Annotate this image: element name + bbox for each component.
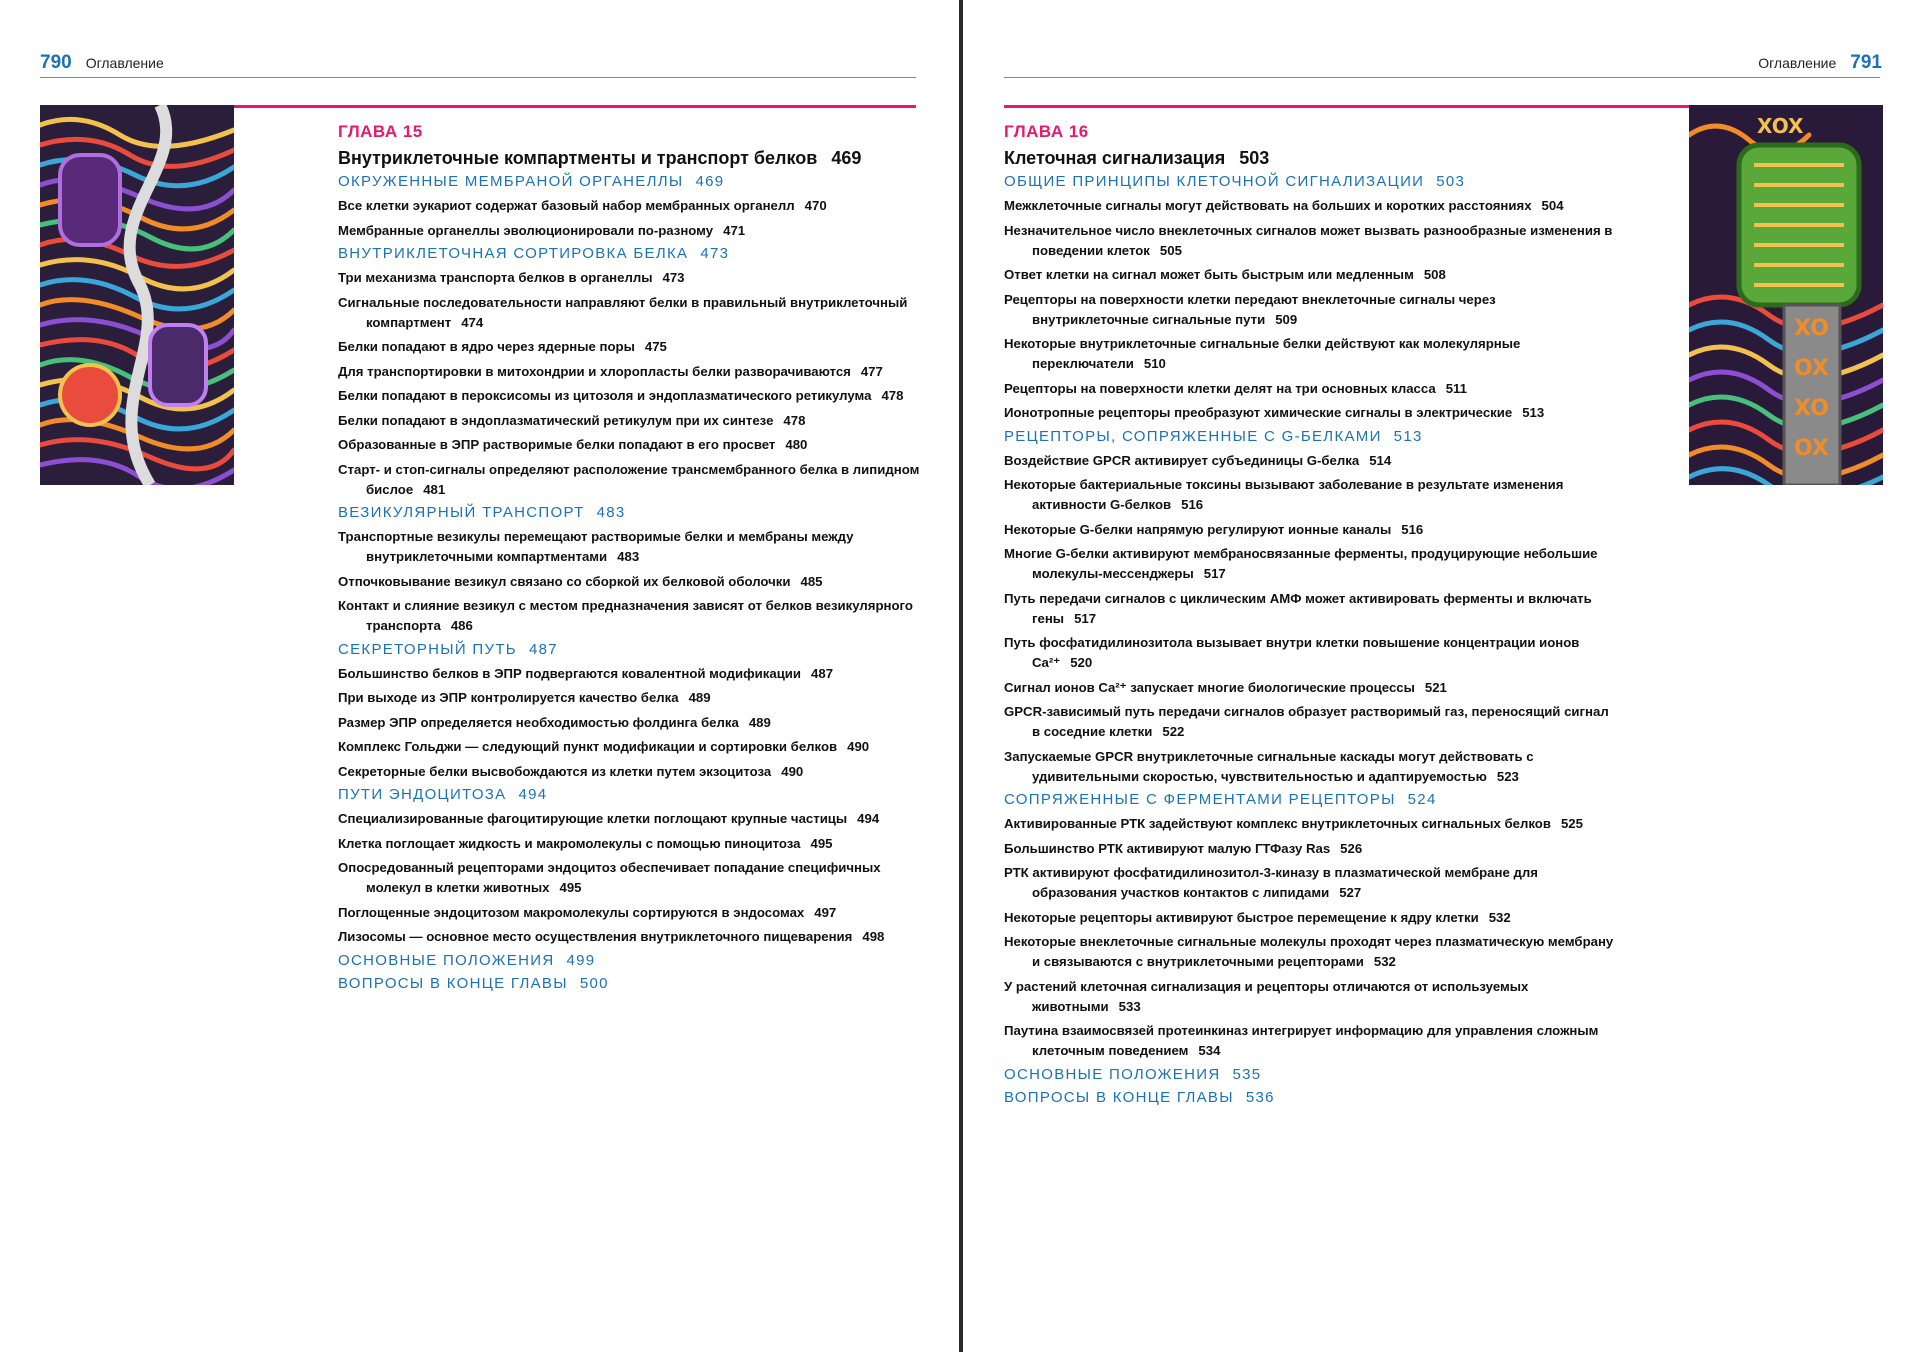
toc-section-title: ОСНОВНЫЕ ПОЛОЖЕНИЯ xyxy=(338,951,555,969)
toc-entry[interactable] xyxy=(1004,544,1614,584)
toc-page-number: 516 xyxy=(1401,521,1424,537)
toc-entry[interactable] xyxy=(1004,520,1614,540)
svg-text:XO: XO xyxy=(1794,396,1829,421)
toc-page-number: 497 xyxy=(814,904,837,920)
toc-entry-title: Сигнальные последовательности направляют белки в правильный внутриклеточный компартмент xyxy=(338,294,908,330)
toc-page-number: 503 xyxy=(1436,173,1466,190)
toc-section[interactable] xyxy=(1004,1066,1614,1083)
toc-entry-title: Все клетки эукариот содержат базовый набор мембранных органелл xyxy=(338,198,795,213)
toc-page-number: 498 xyxy=(862,929,885,944)
left-page xyxy=(0,0,960,1352)
toc-entry[interactable] xyxy=(1004,863,1614,903)
toc-entry-title: Некоторые внеклеточные сигнальные молекулы проходят через плазматическую мембрану и связываются с внутриклеточными рецепторами xyxy=(1004,934,1614,969)
toc-entry-title: Воздействие GPCR активирует субъединицы G-белка xyxy=(1004,452,1360,468)
toc-entry[interactable] xyxy=(1004,678,1614,698)
toc-section[interactable] xyxy=(338,245,928,262)
running-title: Оглавление xyxy=(1758,55,1837,71)
toc-page-number: 469 xyxy=(695,173,725,190)
toc-page-number: 495 xyxy=(559,880,582,895)
toc-entry-title: Белки попадают в эндоплазматический ретикулум при их синтезе xyxy=(338,412,774,428)
toc-page-number: 505 xyxy=(1159,242,1182,258)
toc-entry[interactable] xyxy=(338,386,928,406)
toc-page-number: 527 xyxy=(1339,885,1362,900)
toc-page-number: 483 xyxy=(617,549,640,564)
toc-page-number: 473 xyxy=(662,270,685,285)
toc-entry[interactable] xyxy=(338,858,928,898)
page-number: 790 xyxy=(40,52,72,73)
toc-page-number: 535 xyxy=(1232,1065,1262,1083)
toc-entry[interactable] xyxy=(338,268,928,288)
toc-section[interactable] xyxy=(1004,791,1614,808)
toc-entry[interactable] xyxy=(338,460,928,500)
chapter-rule xyxy=(1004,105,1694,108)
toc-entry-title: Лизосомы — основное место осуществления внутриклеточного пищеварения xyxy=(338,929,853,944)
toc-entry-title: Комплекс Гольджи — следующий пункт модификации и сортировки белков xyxy=(338,739,838,754)
toc-section[interactable] xyxy=(338,975,928,992)
toc-section[interactable] xyxy=(338,952,928,969)
toc-entry-title: Большинство белков в ЭПР подвергаются ковалентной модификации xyxy=(338,665,802,681)
toc-page-number: 480 xyxy=(785,437,808,452)
toc-entry[interactable] xyxy=(1004,747,1614,787)
toc-entry-title: Опосредованный рецепторами эндоцитоз обеспечивает попадание специфичных молекул в клетки животных xyxy=(338,860,881,895)
toc-page-number: 523 xyxy=(1496,768,1519,784)
svg-text:OX: OX xyxy=(1794,356,1829,381)
toc-section[interactable] xyxy=(338,173,928,190)
toc-page-number: 533 xyxy=(1118,998,1141,1014)
toc-entry[interactable] xyxy=(338,362,928,382)
toc-page-number: 477 xyxy=(860,363,883,379)
toc-entry-title: Для транспортировки в митохондрии и хлоропласты белки разворачиваются xyxy=(338,363,851,379)
toc-entry-title: Некоторые рецепторы активируют быстрое перемещение к ядру клетки xyxy=(1004,909,1479,925)
toc-entry[interactable] xyxy=(338,221,928,241)
toc-page-number: 520 xyxy=(1070,655,1093,670)
toc-items xyxy=(1004,173,1614,1106)
toc-entry-title: У растений клеточная сигнализация и рецепторы отличаются от используемых животными xyxy=(1004,978,1529,1014)
toc-entry-title: Некоторые бактериальные токсины вызывают заболевание в результате изменения активности G-белков xyxy=(1004,477,1564,512)
chapter-title[interactable] xyxy=(338,148,928,169)
toc-entry-title: Размер ЭПР определяется необходимостью фолдинга белка xyxy=(338,714,739,730)
toc-entry-title: Ответ клетки на сигнал может быть быстрым или медленным xyxy=(1004,267,1414,282)
toc-page-number: 526 xyxy=(1340,840,1363,856)
right-page xyxy=(964,0,1922,1352)
toc-entry[interactable] xyxy=(338,809,928,829)
toc-entry-title: Многие G-белки активируют мембраносвязанные ферменты, продуцирующие небольшие молекулы-мессенджеры xyxy=(1004,546,1598,581)
toc-entry[interactable] xyxy=(1004,196,1614,216)
toc-entry[interactable] xyxy=(338,688,928,708)
chapter-page: 469 xyxy=(831,148,862,168)
toc-page-number: 532 xyxy=(1488,909,1511,925)
toc-page-number: 475 xyxy=(644,339,667,354)
toc-section[interactable] xyxy=(338,504,928,521)
toc-entry-title: Рецепторы на поверхности клетки делят на три основных класса xyxy=(1004,380,1436,396)
toc-page-number: 536 xyxy=(1245,1088,1275,1106)
toc-entry-title: Старт- и стоп-сигналы определяют расположение трансмембранного белка в липидном бислое xyxy=(338,461,920,497)
toc-page-number: 490 xyxy=(781,763,804,779)
chapter-illustration xyxy=(40,105,234,485)
toc-entry[interactable] xyxy=(338,664,928,684)
toc-entry-title: Рецепторы на поверхности клетки передают внеклеточные сигналы через внутриклеточные сигнальные пути xyxy=(1004,291,1496,327)
toc-page-number: 489 xyxy=(748,714,771,730)
toc-entry-title: Отпочковывание везикул связано со сборкой их белковой оболочки xyxy=(338,573,791,589)
toc-entry-title: Запускаемые GPCR внутриклеточные сигнальные каскады могут действовать с удивительными скоростью, чувствительностью и адаптируемостью xyxy=(1004,748,1534,784)
toc-entry[interactable] xyxy=(338,337,928,357)
toc-entry[interactable] xyxy=(338,196,928,216)
toc-page-number: 532 xyxy=(1373,954,1396,969)
toc-section[interactable] xyxy=(1004,1089,1614,1106)
running-title: Оглавление xyxy=(85,55,164,71)
toc-entry[interactable] xyxy=(338,572,928,592)
toc-entry[interactable] xyxy=(338,527,928,567)
toc-section[interactable] xyxy=(338,641,928,658)
running-header xyxy=(1758,52,1882,74)
toc-page-number: 514 xyxy=(1369,452,1392,468)
chapter-illustration xyxy=(1689,105,1883,485)
toc-entry-title: Некоторые внутриклеточные сигнальные белки действуют как молекулярные переключатели xyxy=(1004,336,1521,371)
toc-page-number: 524 xyxy=(1407,791,1437,808)
toc-page-number: 483 xyxy=(596,504,626,521)
toc-entry[interactable] xyxy=(1004,589,1614,629)
toc-page-number: 500 xyxy=(579,974,609,992)
toc-page-number: 516 xyxy=(1181,497,1204,512)
toc-section-title: ОБЩИЕ ПРИНЦИПЫ КЛЕТОЧНОЙ СИГНАЛИЗАЦИИ xyxy=(1004,173,1425,190)
toc-entry[interactable] xyxy=(1004,290,1614,330)
chapter-label: ГЛАВА 16 xyxy=(1004,122,1089,141)
toc-entry[interactable] xyxy=(338,762,928,782)
toc-entry[interactable] xyxy=(1004,702,1614,742)
toc-page-number: 495 xyxy=(810,835,833,851)
chapter-title[interactable] xyxy=(1004,148,1614,169)
toc-entry[interactable] xyxy=(1004,814,1614,834)
toc-page-number: 486 xyxy=(450,618,473,633)
toc-page-number: 517 xyxy=(1203,566,1226,581)
toc-entry[interactable] xyxy=(338,927,928,947)
toc-entry-title: Активированные РТК задействуют комплекс внутриклеточных сигнальных белков xyxy=(1004,816,1551,831)
toc-entry-title: Некоторые G-белки напрямую регулируют ионные каналы xyxy=(1004,521,1392,537)
toc-entry[interactable] xyxy=(1004,379,1614,399)
toc-page-number: 473 xyxy=(700,245,730,262)
toc-page-number: 494 xyxy=(518,786,548,803)
toc-entry[interactable] xyxy=(1004,839,1614,859)
toc-entry[interactable] xyxy=(338,596,928,636)
toc-page-number: 470 xyxy=(804,198,827,213)
toc-page-number: 487 xyxy=(811,665,834,681)
running-header xyxy=(40,52,164,74)
chapter-label: ГЛАВА 15 xyxy=(338,122,423,141)
toc-section[interactable] xyxy=(338,786,928,803)
toc-entry-title: Белки попадают в пероксисомы из цитозоля и эндоплазматического ретикулума xyxy=(338,388,872,403)
svg-text:XOX: XOX xyxy=(1757,114,1804,138)
toc-page-number: 485 xyxy=(800,573,823,589)
toc-entry-title: Поглощенные эндоцитозом макромолекулы сортируются в эндосомах xyxy=(338,904,805,920)
toc-section-title: ВЕЗИКУЛЯРНЫЙ ТРАНСПОРТ xyxy=(338,504,585,521)
toc-entry-title: Незначительное число внеклеточных сигналов может вызвать разнообразные изменения в поведении клеток xyxy=(1004,222,1613,258)
toc-page-number: 471 xyxy=(723,222,746,238)
page-number: 791 xyxy=(1850,52,1882,73)
toc-entry[interactable] xyxy=(1004,221,1614,261)
toc-page-number: 474 xyxy=(461,314,484,330)
toc-entry-title: Образованные в ЭПР растворимые белки попадают в его просвет xyxy=(338,437,776,452)
toc-entry[interactable] xyxy=(1004,1021,1614,1061)
toc-section-title: ВОПРОСЫ В КОНЦЕ ГЛАВЫ xyxy=(1004,1088,1234,1106)
toc-entry-title: Ионотропные рецепторы преобразуют химические сигналы в электрические xyxy=(1004,405,1513,420)
toc-page-number: 534 xyxy=(1198,1043,1221,1058)
chapter-page: 503 xyxy=(1239,148,1270,168)
toc-entry[interactable] xyxy=(1004,265,1614,285)
toc-entry[interactable] xyxy=(338,411,928,431)
toc-page-number: 525 xyxy=(1560,816,1583,831)
toc-entry-title: Паутина взаимосвязей протеинкиназ интегрирует информацию для управления сложным клеточным поведением xyxy=(1004,1023,1599,1058)
toc-entry-title: Секреторные белки высвобождаются из клетки путем экзоцитоза xyxy=(338,763,772,779)
toc-entry-title: Клетка поглощает жидкость и макромолекулы с помощью пиноцитоза xyxy=(338,835,801,851)
toc-page-number: 487 xyxy=(528,640,558,658)
toc-page-number: 508 xyxy=(1423,267,1446,282)
toc-entry-title: Большинство РТК активируют малую ГТФазу Ras xyxy=(1004,840,1331,856)
toc-entry[interactable] xyxy=(1004,932,1614,972)
header-rule xyxy=(40,77,916,78)
toc-entry[interactable] xyxy=(1004,451,1614,471)
toc-entry-title: Контакт и слияние везикул с местом предназначения зависят от белков везикулярного транспорта xyxy=(338,598,913,633)
toc-page-number: 521 xyxy=(1424,679,1447,695)
toc-items xyxy=(338,173,928,992)
toc-section-title: СЕКРЕТОРНЫЙ ПУТЬ xyxy=(338,640,517,658)
toc-section-title: ОКРУЖЕННЫЕ МЕМБРАНОЙ ОРГАНЕЛЛЫ xyxy=(338,173,684,190)
toc-entry[interactable] xyxy=(1004,633,1614,673)
toc-entry-title: Путь фосфатидилинозитола вызывает внутри клетки повышение концентрации ионов Ca²⁺ xyxy=(1004,635,1580,670)
toc-page-number: 513 xyxy=(1393,427,1423,445)
toc-page-number: 513 xyxy=(1522,405,1545,420)
toc-section[interactable] xyxy=(1004,173,1614,190)
toc-page-number: 522 xyxy=(1162,724,1185,739)
toc-entry-title: Транспортные везикулы перемещают растворимые белки и мембраны между внутриклеточными компартментами xyxy=(338,529,854,564)
toc-entry[interactable] xyxy=(1004,334,1614,374)
toc-page-number: 478 xyxy=(881,388,904,403)
toc-entry-title: GPCR-зависимый путь передачи сигналов образует растворимый газ, переносящий сигнал в соседние клетки xyxy=(1004,704,1609,739)
toc-entry[interactable] xyxy=(338,737,928,757)
toc-section-title: ОСНОВНЫЕ ПОЛОЖЕНИЯ xyxy=(1004,1065,1221,1083)
toc-entry-title: При выходе из ЭПР контролируется качество белка xyxy=(338,690,679,705)
chapter-title-text: Внутриклеточные компартменты и транспорт белков xyxy=(338,148,818,168)
toc-entry-title: Белки попадают в ядро через ядерные поры xyxy=(338,339,635,354)
toc-page-number: 490 xyxy=(847,739,870,754)
toc-entry-title: РТК активируют фосфатидилинозитол-3-киназу в плазматической мембране для образования участков контактов с липидами xyxy=(1004,865,1538,900)
toc-entry[interactable] xyxy=(338,293,928,333)
toc-entry[interactable] xyxy=(1004,475,1614,515)
chapter-rule xyxy=(234,105,916,108)
toc-page-number: 509 xyxy=(1275,311,1298,327)
toc-entry[interactable] xyxy=(338,834,928,854)
toc-section-title: СОПРЯЖЕННЫЕ С ФЕРМЕНТАМИ РЕЦЕПТОРЫ xyxy=(1004,791,1396,808)
toc-entry[interactable] xyxy=(1004,908,1614,928)
toc-entry[interactable] xyxy=(338,713,928,733)
toc-page-number: 494 xyxy=(857,811,880,826)
svg-text:XO: XO xyxy=(1794,316,1829,341)
toc-section-title: РЕЦЕПТОРЫ, СОПРЯЖЕННЫЕ С G-БЕЛКАМИ xyxy=(1004,427,1382,445)
svg-text:OX: OX xyxy=(1794,436,1829,461)
toc-page-number: 478 xyxy=(783,412,806,428)
toc-section-title: ПУТИ ЭНДОЦИТОЗА xyxy=(338,786,507,803)
table-of-contents xyxy=(338,122,928,998)
toc-page-number: 489 xyxy=(688,690,711,705)
toc-page-number: 510 xyxy=(1143,356,1166,371)
toc-entry-title: Три механизма транспорта белков в органеллы xyxy=(338,270,653,285)
toc-page-number: 504 xyxy=(1541,198,1564,213)
toc-entry-title: Специализированные фагоцитирующие клетки поглощают крупные частицы xyxy=(338,811,848,826)
toc-section-title: ВНУТРИКЛЕТОЧНАЯ СОРТИРОВКА БЕЛКА xyxy=(338,245,689,262)
toc-entry[interactable] xyxy=(338,435,928,455)
table-of-contents xyxy=(1004,122,1614,1112)
toc-section-title: ВОПРОСЫ В КОНЦЕ ГЛАВЫ xyxy=(338,974,568,992)
toc-entry[interactable] xyxy=(1004,403,1614,423)
toc-page-number: 499 xyxy=(566,951,596,969)
toc-entry-title: Мембранные органеллы эволюционировали по-разному xyxy=(338,222,714,238)
toc-entry-title: Сигнал ионов Ca²⁺ запускает многие биологические процессы xyxy=(1004,679,1415,695)
toc-section[interactable] xyxy=(1004,428,1614,445)
toc-page-number: 481 xyxy=(423,481,446,497)
toc-entry[interactable] xyxy=(1004,977,1614,1017)
toc-entry[interactable] xyxy=(338,903,928,923)
toc-page-number: 511 xyxy=(1445,380,1467,396)
header-rule xyxy=(1004,77,1880,78)
toc-page-number: 517 xyxy=(1074,610,1097,626)
chapter-title-text: Клеточная сигнализация xyxy=(1004,148,1226,168)
toc-entry-title: Путь передачи сигналов с циклическим АМФ может активировать ферменты и включать гены xyxy=(1004,590,1592,626)
toc-entry-title: Межклеточные сигналы могут действовать на больших и коротких расстояниях xyxy=(1004,198,1532,213)
